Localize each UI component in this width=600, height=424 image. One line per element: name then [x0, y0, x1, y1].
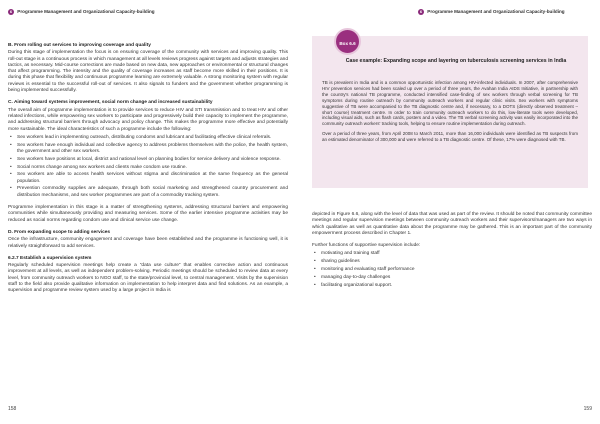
list-item: • Sex workers are able to access health services without stigma and discrimination at the same frequency as the general population.: [17, 172, 288, 185]
list-item: • motivating and training staff: [321, 251, 592, 257]
box-paragraph-1: TB is prevalent in India and is a common opportunistic infection among HIV-infected individuals. In 2007, after comprehensive HIV prevention services had been scaled up over a period of three years, the Avahan India AIDS Initiative, in partnership with the country's national TB programme, conducted intensified case-finding of sex workers through verbal screening for TB symptoms during routine outreach by community outreach workers and regular clinic visits. Sex workers with symptoms suggestive of TB were accompanied to the TB diagnostic centre and, if necessary, to a DOTS (directly observed treatment – short course) treatment centre. In order to train community outreach workers to do this, low-literate tools were developed, including visual aids, such as flash cards, posters and a video. The TB verbal screening activity was easily incorporated into the community outreach workers' tracking tools, helping to ensure routine implementation during outreach.: [322, 80, 578, 127]
left-body: [8, 43, 288, 301]
section-d-paragraph: Once the infrastructure, community engagement and coverage have been established and the programme is functioning well, it is relatively straightforward to add services.: [8, 237, 288, 249]
running-head-text: Programme Management and Organizational Capacity-building: [17, 9, 155, 15]
box-paragraph-2: Over a period of three years, from April 2008 to March 2011, more than 16,000 individuals were identified as TB suspects from an estimated denominator of 300,000 and were referred to a TB diagnostic centre. Of these, 17% were diagnosed with TB.: [322, 131, 578, 143]
list-item: • Sex workers lead in implementing outreach, distributing condoms and lubricant and facilitating effective clinical referrals.: [17, 135, 288, 141]
running-head-text: Programme Management and Organizational Capacity-building: [427, 9, 565, 15]
section-c-closing: Programme implementation in this stage is a matter of strengthening systems, addressing structural barriers and empowering communities while simultaneously providing and measuring services. Some of the earlier intensive programme activities may be reduced as social norms regarding condom use and clinical service use change.: [8, 205, 288, 223]
box-badge: Box 6.6: [334, 28, 361, 55]
list-item: • Social norms change among sex workers and clients make condom use routine.: [17, 165, 288, 171]
list-item: • Sex workers have enough individual and collective agency to address problems themselves with the police, the health system, the government and other sex workers.: [17, 143, 288, 156]
section-c-bullets: [8, 135, 288, 199]
list-item: • sharing guidelines: [321, 259, 592, 265]
list-item: • Sex workers have positions at local, district and national level on planning bodies for service delivery and violence response.: [17, 157, 288, 163]
section-627-heading: 6.2.7 Establish a supervision system: [8, 255, 92, 261]
functions-list: [312, 251, 592, 288]
box-body: [322, 80, 578, 147]
case-example-box: [312, 36, 588, 188]
section-d-heading: D. From expanding scope to adding services: [8, 229, 111, 235]
continuation-paragraph: depicted in Figure 6.6, along with the level of data that was used as part of the review. It should be noted that community committee meetings and regular supervision meetings between community outreach workers and their supervisors/managers are two ways in which qualitative as well as quantitative data about the programme may be gathered. This is an important part of the community empowerment process described in Chapter 1.: [312, 212, 592, 236]
right-body: [312, 212, 592, 295]
running-head-right: [418, 9, 565, 15]
section-c-heading: C. Aiming toward systems improvement, social norm change and increased sustainability: [8, 100, 213, 106]
section-b-heading: B. From rolling out services to improving coverage and quality: [8, 43, 151, 48]
page-number-left: 158: [8, 406, 17, 412]
list-item: • managing day-to-day challenges: [321, 275, 592, 281]
list-item: • Prevention commodity supplies are adequate, through both social marketing and strengthened country procurement and distribution mechanisms, and sex worker programmes are part of a commodity tracking system.: [17, 186, 288, 199]
functions-intro: Further functions of supportive supervision include:: [312, 243, 421, 249]
running-head-left: [8, 9, 155, 15]
chapter-marker-icon: 6: [9, 9, 13, 14]
chapter-marker-icon: 6: [419, 9, 423, 14]
list-item: • facilitating organizational support.: [321, 283, 592, 289]
page-number-right: 159: [583, 406, 592, 412]
box-title: Case example: Expanding scope and layering on tuberculosis screening services in India: [345, 58, 567, 64]
list-item: • monitoring and evaluating staff performance: [321, 267, 592, 273]
section-c-paragraph: The overall aim of programme implementation is to provide services to reduce HIV and STI transmission and to treat HIV and other related infections, while empowering sex workers to participate and progressively build their capacity to implement the programme, and addressing structural barriers through advocacy and policy change. This makes the programme more effective and potentially more sustainable. The ideal characteristics of such a programme include the following:: [8, 107, 288, 132]
right-page: [300, 0, 600, 424]
section-627-paragraph: Regularly scheduled supervision meetings help create a “data use culture” that enables corrective action and continuous improvement at all levels, as well as independent problem-solving. Periodic meetings should be scheduled to review data at every level, from community outreach workers to NGO staff, to the state/provincial level, to central management. Visits by the supervision staff to the field also provide qualitative information on implementation to help interpret data and find solutions. As an example, a supervision and programme review system used by a large project in India is: [8, 263, 288, 294]
section-b-paragraph: During this stage of implementation the focus is on ensuring coverage of the community with services and improving quality. This roll-out stage is a continuous process in which management at all levels reviews progress against targets and adjusts strategies and tactics, as necessary. Mid-course corrections are made based on new data, new approaches or environmental or structural changes that affect programming. The intensity and the quality of coverage increases as staff become more skilled in their positions. It is during this phase that flexibility and continuous programme learning are extremely valuable. A strong monitoring system with regular reviews is essential to the successful roll-out of services. It also signals to funders and the government whether programming is being implemented successfully.: [8, 50, 288, 94]
